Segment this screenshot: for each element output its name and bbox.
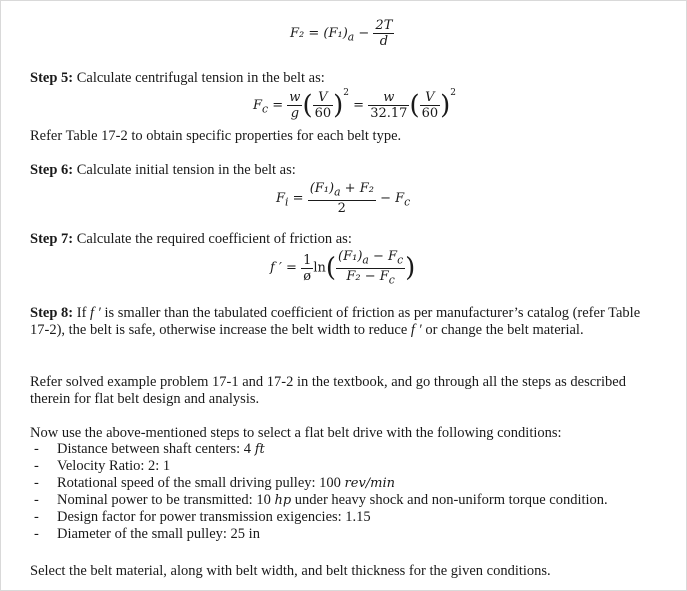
eq-fp-one: 1 (303, 252, 312, 268)
condition-item (34, 458, 608, 475)
step5-heading (30, 70, 325, 87)
list-dash: - (34, 475, 39, 491)
eq-fp-num-sub: a (362, 253, 369, 267)
now-use-text: Now use the above-mentioned steps to select a flat belt drive with the following conditions: (30, 425, 562, 441)
list-dash: - (34, 509, 39, 525)
step8-l2b: or change the belt material. (421, 322, 584, 338)
equation-fc: $F_c$ = $\frac{w}{g}$ ( $\frac{V}{60}$ )$^2$ = $\frac{w}{32.17}$ ( $\frac{V}{60}$ )$^2$ (253, 88, 457, 121)
step7-label: Step 7: (30, 231, 74, 247)
condition-math: rev/min (344, 476, 396, 491)
step7-text: Calculate the required coefficient of friction as: (73, 231, 352, 247)
eq-fc-equals: = (272, 98, 284, 113)
step8-l1b: is smaller than the tabulated coefficient of friction as per manufacturer’s catalog (refer Table (100, 305, 641, 321)
conditions-list (34, 441, 608, 543)
eq-f2-num: 2T (375, 18, 393, 33)
condition-text: Distance between shaft centers: 4 (57, 441, 255, 457)
eq-fc-v2: V (425, 90, 435, 105)
condition-text: Velocity Ratio: 2: 1 (57, 458, 171, 474)
eq-fp-num-rest: − F (368, 249, 398, 264)
step8-l1a: If (73, 305, 91, 321)
step5-text: Calculate centrifugal tension in the belt as: (73, 70, 325, 86)
eq-f2-lhs: F₂ = (F₁) (290, 26, 348, 41)
eq-fc-g: g (287, 105, 302, 121)
eq-fp-num: (F₁) (338, 249, 363, 264)
step6-label: Step 6: (30, 162, 74, 178)
eq-fc-lhs-sub: c (262, 102, 269, 116)
eq-fc-w2: w (383, 90, 395, 105)
condition-text: Rotational speed of the small driving pulley: 100 (57, 475, 345, 491)
step8-line2 (30, 322, 584, 339)
step5-note: Refer Table 17-2 to obtain specific properties for each belt type. (30, 128, 402, 144)
list-dash: - (34, 458, 39, 474)
step8-line1 (30, 305, 640, 322)
eq-fc-w: w (289, 90, 301, 105)
eq-fc-60-2: 60 (421, 106, 439, 121)
condition-math: ft (254, 442, 265, 457)
eq-fp-num-c: c (397, 253, 404, 267)
list-dash: - (34, 441, 39, 457)
final-instruction: Select the belt material, along with belt width, and belt thickness for the given conditions. (30, 563, 551, 579)
eq-fc-lhs: F (253, 98, 263, 113)
eq-fc-v: V (318, 90, 328, 105)
step5-label: Step 5: (30, 70, 74, 86)
eq-fi-num-sub: a (334, 185, 341, 199)
eq-fc-equals-2: = (353, 98, 365, 113)
condition-text: Design factor for power transmission exigencies: 1.15 (57, 509, 371, 525)
eq-f2-minus: − (358, 26, 370, 41)
step7-heading (30, 231, 352, 248)
eq-fi-den: 2 (308, 200, 376, 216)
eq-f2-den: d (373, 33, 394, 49)
condition-rest: under heavy shock and non-uniform torque condition. (291, 492, 608, 508)
eq-fp-phi: ø (301, 268, 313, 284)
eq-fi-num: (F₁) (309, 181, 335, 196)
condition-math: hp (274, 493, 292, 508)
eq-fp-den: F₂ − F (346, 268, 389, 284)
equation-f-prime: f ′ = $\frac{1}{ø}$ ln( $\frac{(F_1)_a - F_c}{F_2 - F_c}$ ) (270, 249, 416, 287)
eq-fi-minus-sub: c (404, 195, 411, 209)
step6-heading (30, 162, 296, 179)
step8-f1: f ′ (90, 305, 101, 321)
condition-item (34, 441, 608, 458)
eq-fi-minus: − F (380, 190, 405, 206)
list-dash: - (34, 492, 39, 508)
eq-fc-pow2: 2 (450, 88, 457, 98)
equation-fi (276, 181, 410, 216)
step8-f2: f ′ (410, 322, 422, 338)
refer-line1: Refer solved example problem 17-1 and 17-2 in the textbook, and go through all the steps as described (30, 374, 626, 390)
step8-label: Step 8: (30, 305, 74, 321)
equation-f2 (290, 18, 394, 49)
eq-fi-lhs: F (276, 190, 286, 206)
eq-fi-lhs-sub: i (285, 195, 289, 209)
eq-fi-equals: = (292, 190, 304, 206)
condition-item (34, 492, 608, 509)
eq-fc-32: 32.17 (370, 106, 408, 121)
list-dash: - (34, 526, 39, 542)
condition-text: Diameter of the small pulley: 25 in (57, 526, 260, 542)
step6-text: Calculate initial tension in the belt as: (73, 162, 296, 178)
eq-fc-60: 60 (314, 106, 332, 121)
eq-fp-lhs: f ′ = (270, 260, 297, 276)
eq-fi-num-rest: + F₂ (340, 181, 374, 196)
eq-f2-sub: a (347, 30, 355, 44)
eq-fp-den-c: c (388, 273, 395, 287)
condition-item (34, 509, 608, 526)
refer-line2: therein for flat belt design and analysis. (30, 391, 260, 407)
step8-l2a: 17-2), the belt is safe, otherwise increase the belt width to reduce (30, 322, 411, 338)
eq-fc-pow: 2 (343, 88, 350, 98)
eq-fp-ln: ln (313, 260, 326, 276)
condition-text: Nominal power to be transmitted: 10 (57, 492, 275, 508)
condition-item (34, 475, 608, 492)
condition-item (34, 526, 608, 543)
